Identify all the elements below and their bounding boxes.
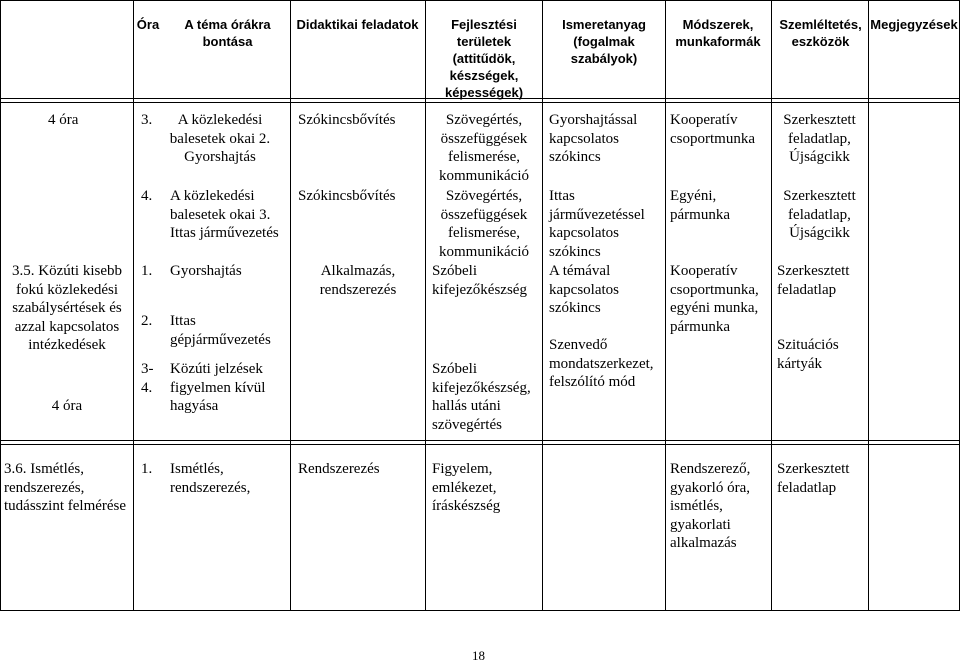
header-didaktikai: Didaktikai feladatok — [296, 17, 419, 32]
table-border — [290, 0, 291, 611]
table-border — [425, 0, 426, 611]
section-label: 3.6. Ismétlés, rendszerezés, tudásszint felmérése — [4, 461, 127, 514]
development-area: Szóbeli kifejezőkészség, hallás utáni szövegértés — [432, 361, 531, 433]
table-border — [0, 0, 1, 611]
lesson-number: 1. — [141, 461, 153, 477]
header-ora: Óra — [136, 17, 160, 32]
lesson-topic: Ismétlés, rendszerezés, — [170, 461, 251, 496]
development-area: Szóbeli kifejezőkészség — [432, 263, 527, 298]
development-area: Figyelem, emlékezet, íráskészség — [432, 461, 501, 514]
didactic-task: Szókincsbővítés — [298, 112, 396, 128]
section-ora: 4 óra — [48, 112, 79, 128]
knowledge: A témával kapcsolatos szókincs — [549, 263, 619, 316]
table-border — [0, 0, 960, 1]
knowledge: Szenvedő mondatszerkezet, felszólító mód — [549, 337, 654, 390]
table-border — [0, 444, 960, 445]
header-tema: A téma órákra bontása — [184, 17, 271, 49]
development-area: Szövegértés, összefüggések felismerése, kommunikáció — [439, 112, 529, 184]
section-label: 3.5. Közúti kisebb fokú közlekedési szabálysértések és azzal kapcsolatos intézkedések — [12, 263, 122, 353]
tools: Szituációs kártyák — [777, 337, 839, 372]
tools: Szerkesztett feladatlap — [777, 263, 850, 298]
page-number: 18 — [472, 648, 485, 663]
table-border — [542, 0, 543, 611]
lesson-topic: A közlekedési balesetek okai 3. Ittas járművezetés — [170, 188, 279, 241]
lesson-number: 3-4. — [141, 361, 154, 396]
methods: Rendszerező, gyakorló óra, ismétlés, gyakorlati alkalmazás — [670, 461, 751, 551]
didactic-task: Rendszerezés — [298, 461, 380, 477]
lesson-number: 2. — [141, 313, 153, 329]
header-modszerek: Módszerek, munkaformák — [675, 17, 761, 49]
didactic-task: Alkalmazás, rendszerezés — [319, 263, 397, 298]
header-fejlesztesi: Fejlesztési területek (attitűdök, készségek, képességek) — [444, 17, 524, 100]
table-border — [665, 0, 666, 611]
methods: Kooperatív csoportmunka, egyéni munka, pármunka — [670, 263, 759, 335]
table-border — [771, 0, 772, 611]
lesson-topic: A közlekedési balesetek okai 2. Gyorshajtás — [169, 112, 271, 165]
table-border — [133, 0, 134, 611]
methods: Kooperatív csoportmunka — [670, 112, 755, 147]
tools: Szerkesztett feladatlap, Újságcikk — [783, 112, 856, 165]
section-ora: 4 óra — [51, 398, 83, 414]
table-border — [868, 0, 869, 611]
lesson-number: 1. — [141, 263, 153, 279]
header-ismeretanyag: Ismeretanyag (fogalmak szabályok) — [562, 17, 646, 66]
tools: Szerkesztett feladatlap — [777, 461, 850, 496]
knowledge: Ittas járművezetéssel kapcsolatos szókincs — [549, 188, 645, 260]
knowledge: Gyorshajtással kapcsolatos szókincs — [549, 112, 638, 165]
lesson-number: 3. — [141, 112, 153, 128]
lesson-topic: Közúti jelzések figyelmen kívül hagyása — [170, 361, 266, 414]
table-border — [0, 102, 960, 103]
didactic-task: Szókincsbővítés — [298, 188, 396, 204]
lesson-topic: Gyorshajtás — [170, 263, 242, 279]
development-area: Szövegértés, összefüggések felismerése, kommunikáció — [439, 188, 529, 260]
table-border — [0, 440, 960, 441]
header-szemleltetes: Szemléltetés, eszközök — [779, 17, 862, 49]
lesson-number: 4. — [141, 188, 153, 204]
table-border — [0, 610, 960, 611]
methods: Egyéni, pármunka — [670, 188, 730, 223]
lesson-topic: Ittas gépjárművezetés — [170, 313, 271, 348]
header-megjegyzesek: Megjegyzések — [870, 17, 958, 32]
tools: Szerkesztett feladatlap, Újságcikk — [783, 188, 856, 241]
